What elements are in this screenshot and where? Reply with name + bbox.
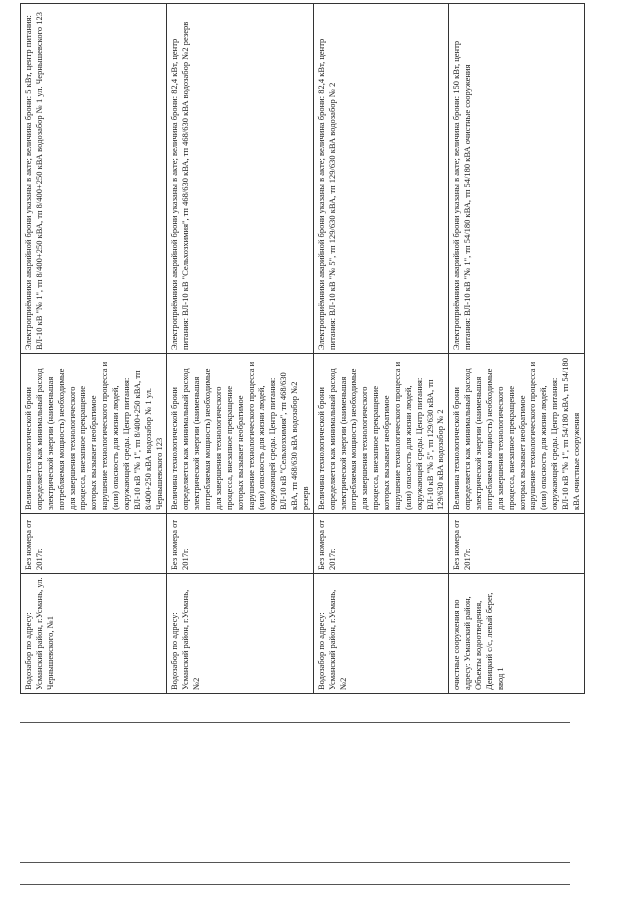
object-cell: Водозабор по адресу: Усманский район, г.Усмань, №2 [167, 574, 313, 694]
divider-line [20, 884, 570, 885]
act-number-cell: Без номера от 2017г. [167, 514, 313, 574]
emergency-armor-cell: Электроприёмники аварийной брони указаны в акте; величина брони: 150 кВт, центр питания: ВЛ-10 кВ "№ 1", тп 54/180 кВА, тп 54/180 кВА очистные сооружения [449, 4, 585, 354]
divider-line [20, 862, 570, 863]
tech-armor-cell: Величина технологической брони определяется как минимальный расход электрической энергии (наименьшая потребляемая мощность) необходимые для завершения технологического процесса, внезапное прекращение которых вызывает необратимое нарушение технологического процесса и (или) опасность для жизни людей, окружающей среды. Центр питания: ВЛ-10 кВ "Сельхозхимия", тп 468/630 кВА, тп 468/630 кВА водозабор №2 резерв [167, 354, 313, 514]
act-number-cell: Без номера от 2017г. [21, 514, 167, 574]
tech-armor-cell: Величина технологической брони определяется как минимальный расход электрической энергии (наименьшая потребляемая мощность) необходимые для завершения технологического процесса, внезапное прекращение которых вызывает необратимое нарушение технологического процесса и (или) опасность для жизни людей, окружающей среды. Центр питания: ВЛ-10 кВ "№ 1", тп 54/180 кВА, тп 54/180 кВА очистные сооружения [449, 354, 585, 514]
act-number-cell: Без номера от 2017г. [449, 514, 585, 574]
table-row [449, 4, 585, 694]
emergency-armor-cell: Электроприёмники аварийной брони указаны в акте; величина брони: 82,4 кВт, центр питания: ВЛ-10 кВ "Сельхозхимия", тп 468/630 кВА, тп 468/630 кВА водозабор №2 резерв [167, 4, 313, 354]
table-row [313, 4, 449, 694]
emergency-armor-cell: Электроприёмники аварийной брони указаны в акте; величина брони: 82,4 кВт, центр питания: ВЛ-10 кВ "№ 5", тп 129/630 кВА, тп 129/630 кВА водозабор № 2 [313, 4, 449, 354]
emergency-armor-cell: Электроприёмники аварийной брони указаны в акте; величина брони: 5 кВт, центр питания: ВЛ-10 кВ "№ 1", тп 8/400+250 кВА, тп 8/400+250 кВА водозабор № 1 ул. Чернышевского 123 [21, 4, 167, 354]
act-number-cell: Без номера от 2017г. [313, 514, 449, 574]
object-cell: очистные сооружения по адресу: Усманский район, Объекты водоотведения, Девицкий с/с, левый берег, ввод 1 [449, 574, 585, 694]
tech-armor-cell: Величина технологической брони определяется как минимальный расход электрической энергии (наименьшая потребляемая мощность) необходимые для завершения технологического процесса, внезапное прекращение которых вызывает необратимое нарушение технологического процесса и (или) опасность для жизни людей, окружающей среды. Центр питания: ВЛ-10 кВ "№ 1", тп 8/400+250 кВА, тп 8/400+250 кВА водозабор № 1 ул. Чернышевского 123 [21, 354, 167, 514]
rotated-table-page [20, 4, 580, 694]
tech-armor-cell: Величина технологической брони определяется как минимальный расход электрической энергии (наименьшая потребляемая мощность) необходимые для завершения технологического процесса, внезапное прекращение которых вызывает необратимое нарушение технологического процесса и (или) опасность для жизни людей, окружающей среды. Центр питания: ВЛ-10 кВ "№ 5", тп 129/630 кВА, тп 129/630 кВА водозабор № 2 [313, 354, 449, 514]
object-cell: Водозабор по адресу: Усманский район, г.Усмань, №2 [313, 574, 449, 694]
object-cell: Водозабор по адресу: Усманский район, г.Усмань, ул. Чернышевского, №1 [21, 574, 167, 694]
divider-line [20, 722, 570, 723]
table-row [167, 4, 313, 694]
table-row [21, 4, 167, 694]
data-table [20, 3, 585, 694]
